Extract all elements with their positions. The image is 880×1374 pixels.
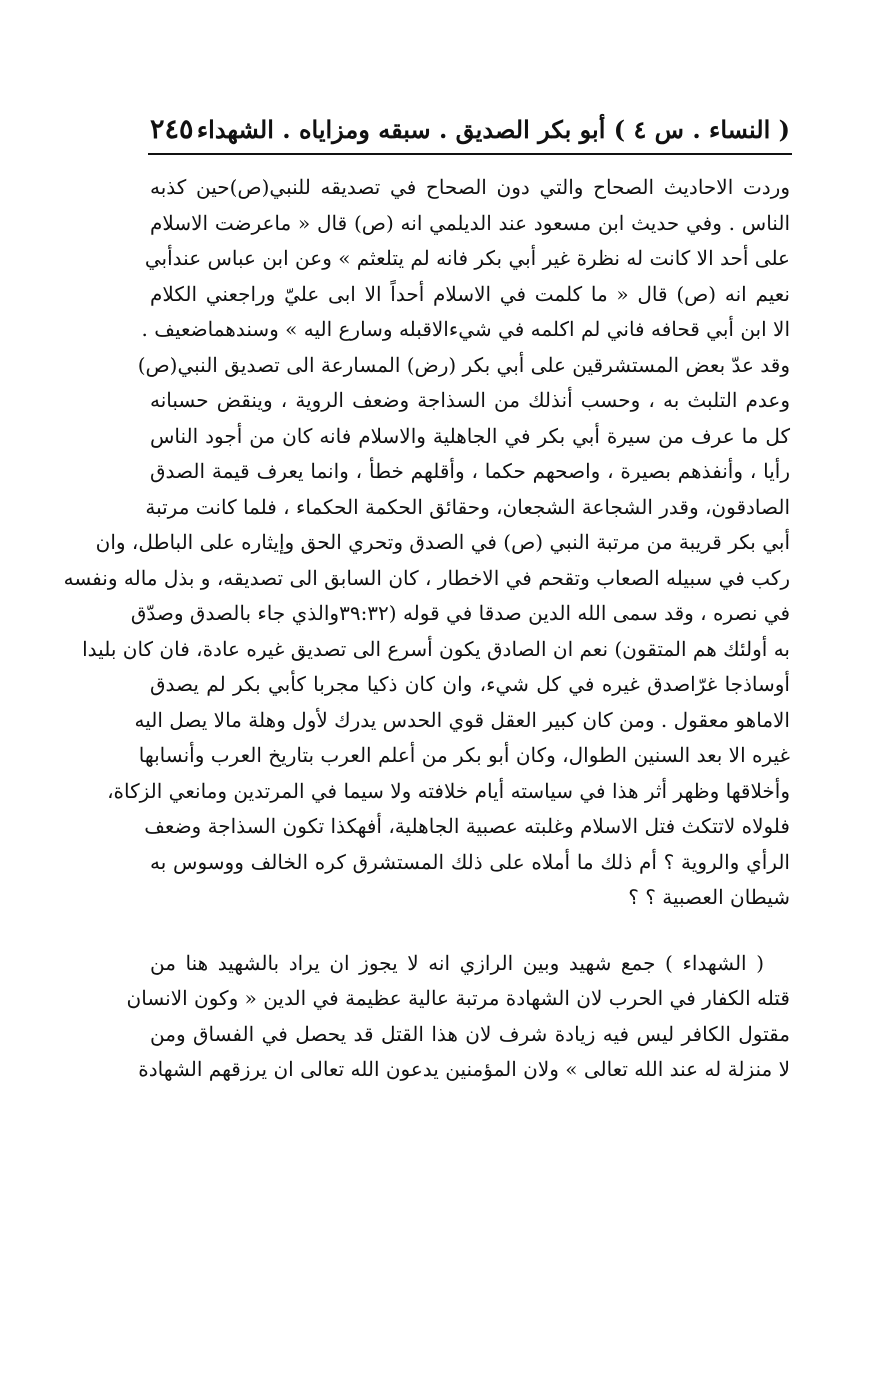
running-title: ( النساء . س ٤ ) أبو بكر الصديق . سبقه ومزاياه . الشهداء [196, 114, 790, 144]
text-line: شيطان العصبية ؟ ؟ [628, 885, 790, 909]
text-line: وردت الاحاديث الصحاح والتي دون الصحاح في تصديقه للنبي(ص)حين كذبه [150, 175, 790, 199]
text-line: رأيا ، وأنفذهم بصيرة ، واصحهم حكما ، وأقلهم خطأ ، وانما يعرف قيمة الصدق [150, 459, 790, 483]
header-rule [148, 153, 792, 155]
text-line: أوساذجا غرّاصدق غيره في كل شيء، وان كان ذكيا مجربا كأبي بكر لم يصدق [150, 672, 790, 696]
paragraph-gap [150, 916, 790, 946]
body-text [63, 170, 790, 1088]
text-line: به أولئك هم المتقون) نعم ان الصادق يكون أسرع الى تصديق غيره عادة، فان كان بليدا [82, 636, 790, 661]
text-line: غيره الا بعد السنين الطوال، وكان أبو بكر من أعلم العرب بتاريخ العرب وأنسابها [138, 743, 790, 767]
text-line: مقتول الكافر ليس فيه زيادة شرف لان هذا القتل قد يحصل في الفساق ومن [150, 1021, 790, 1046]
text-line: قتله الكفار في الحرب لان الشهادة مرتبة عالية عظيمة في الدين « وكون الانسان [126, 986, 790, 1010]
text-line: وأخلاقها وظهر أثر هذا في سياسته أيام خلافته ولا سيما في المرتدين ومانعي الزكاة، [107, 778, 790, 803]
text-line: الناس . وفي حديث ابن مسعود عند الديلمي انه (ص) قال « ماعرضت الاسلام [150, 210, 790, 235]
text-line: الا ابن أبي قحافه فاني لم اكلمه في شيءالاقبله وسارع اليه » وسندهماضعيف . [141, 317, 790, 341]
text-line: الرأي والروية ؟ أم ذلك ما أملاه على ذلك المستشرق كره الخالف ووسوس به [150, 849, 790, 874]
text-line: لا منزلة له عند الله تعالى » ولان المؤمنين يدعون الله تعالى ان يرزقهم الشهادة [138, 1057, 790, 1081]
text-line: وقد عدّ بعض المستشرقين على أبي بكر (رض) المسارعة الى تصديق النبي(ص) [137, 352, 790, 377]
text-line: وعدم التلبث به ، وحسب أنذلك من السذاجة وضعف الروية ، وينقض حسبانه [150, 388, 790, 412]
text-line: الاماهو معقول . ومن كان كبير العقل قوي الحدس يدرك لأول وهلة مالا يصل اليه [134, 707, 790, 732]
text-line: نعيم انه (ص) قال « ما كلمت في الاسلام أحداً الا ابى عليّ وراجعني الكلام [150, 281, 790, 306]
text-line: كل ما عرف من سيرة أبي بكر في الجاهلية والاسلام فانه كان من أجود الناس [150, 423, 790, 448]
text-line: أبي بكر قريبة من مرتبة النبي (ص) في الصدق وتحري الحق وإيثاره على الباطل، وان [95, 530, 790, 554]
paragraph-commentary [63, 170, 790, 916]
page-number: ٢٤٥ [150, 113, 194, 145]
text-line: ( الشهداء ) جمع شهيد وبين الرازي انه لا يجوز ان يراد بالشهيد هنا من [150, 950, 764, 975]
text-line: في نصره ، وقد سمى الله الدين صدقا في قوله (٣٩:٣٢والذي جاء بالصدق وصدّق [130, 601, 790, 625]
page-header [150, 105, 790, 153]
text-line: على أحد الا كانت له نظرة غير أبي بكر فانه لم يتلعثم » وعن ابن عباس عندأبي [144, 246, 790, 270]
text-line: ركب في سبيله الصعاب وتقحم في الاخطار ، كان السابق الى تصديقه، و بذل ماله ونفسه [63, 565, 790, 590]
text-line: الصادقون، وقدر الشجاعة الشجعان، وحقائق الحكمة الحكماء ، فلما كانت مرتبة [145, 494, 790, 519]
text-line: فلولاه لاتتكث فتل الاسلام وغلبته عصبية الجاهلية، أفهكذا تكون السذاجة وضعف [144, 814, 790, 838]
paragraph-shuhada [126, 946, 790, 1088]
